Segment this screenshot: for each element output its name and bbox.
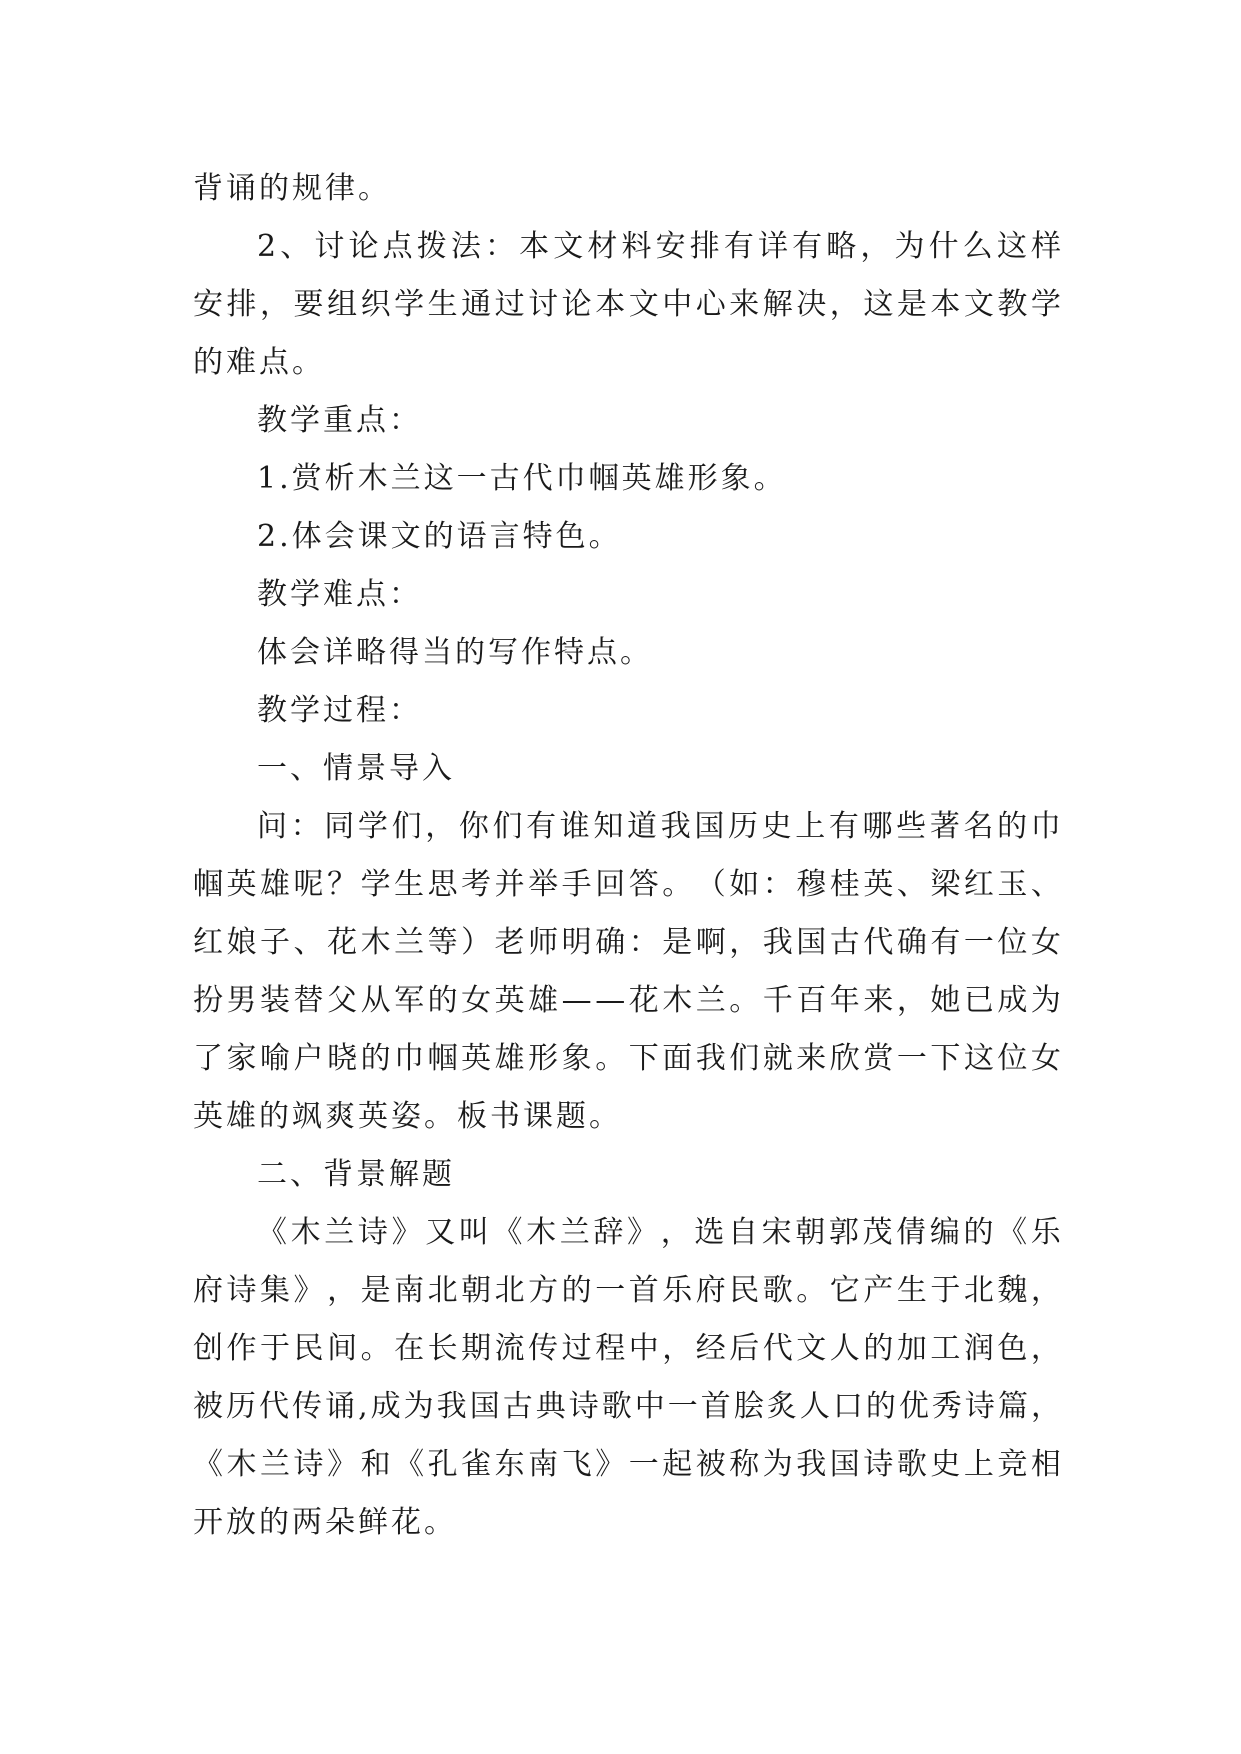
text-line: 二、背景解题 xyxy=(257,1157,455,1192)
text-line: 英雄的飒爽英姿。板书课题。 xyxy=(193,1099,622,1134)
text-line: 被 历 代 传 诵 , 成 为 我 国 古 典 诗 歌 中 一 首 脍 炙 人 口 的 优 秀 诗 篇 ， xyxy=(193,1389,1061,1424)
text-line: 背诵的规律。 xyxy=(193,171,391,206)
text-line: 红 娘 子 、 花 木 兰 等 ） 老 师 明 确 ： 是 啊 ， 我 国 古 代 确 有 一 位 女 xyxy=(193,925,1061,960)
text-line: 一、情景导入 xyxy=(257,751,455,786)
text-line: 扮 男 装 替 父 从 军 的 女 英 雄 — — 花 木 兰 。 千 百 年 来 ， 她 已 成 为 xyxy=(193,983,1061,1018)
text-line: 《 木 兰 诗 》 和 《 孔 雀 东 南 飞 》 一 起 被 称 为 我 国 诗 歌 史 上 竞 相 xyxy=(193,1447,1061,1482)
document-body xyxy=(193,160,1061,1552)
text-line: 1.赏析木兰这一古代巾帼英雄形象。 xyxy=(257,461,787,496)
text-line: 安 排 ， 要 组 织 学 生 通 过 讨 论 本 文 中 心 来 解 决 ， 这 是 本 文 教 学 xyxy=(193,287,1061,322)
text-line: 教学难点： xyxy=(257,577,422,612)
text-line: 体会详略得当的写作特点。 xyxy=(257,635,653,670)
text-line: 府 诗 集 》 ， 是 南 北 朝 北 方 的 一 首 乐 府 民 歌 。 它 产 生 于 北 魏 ， xyxy=(193,1273,1061,1308)
text-line: 教学过程： xyxy=(257,693,422,728)
text-line: 创 作 于 民 间 。 在 长 期 流 传 过 程 中 ， 经 后 代 文 人 的 加 工 润 色 ， xyxy=(193,1331,1061,1366)
text-line: 2 、 讨 论 点 拨 法 ： 本 文 材 料 安 排 有 详 有 略 ， 为 什 么 这 样 xyxy=(257,229,1061,264)
text-line: 的难点。 xyxy=(193,345,325,380)
text-line: 帼 英 雄 呢 ？ 学 生 思 考 并 举 手 回 答 。 （ 如 ： 穆 桂 英 、 梁 红 玉 、 xyxy=(193,867,1061,902)
text-line: 《 木 兰 诗 》 又 叫 《 木 兰 辞 》 ， 选 自 宋 朝 郭 茂 倩 编 的 《 乐 xyxy=(257,1215,1061,1250)
text-line: 2.体会课文的语言特色。 xyxy=(257,519,622,554)
text-line: 教学重点： xyxy=(257,403,422,438)
text-line: 了 家 喻 户 晓 的 巾 帼 英 雄 形 象 。 下 面 我 们 就 来 欣 赏 一 下 这 位 女 xyxy=(193,1041,1061,1076)
text-line: 开放的两朵鲜花。 xyxy=(193,1505,457,1540)
text-line: 问 ： 同 学 们 ， 你 们 有 谁 知 道 我 国 历 史 上 有 哪 些 著 名 的 巾 xyxy=(257,809,1061,844)
